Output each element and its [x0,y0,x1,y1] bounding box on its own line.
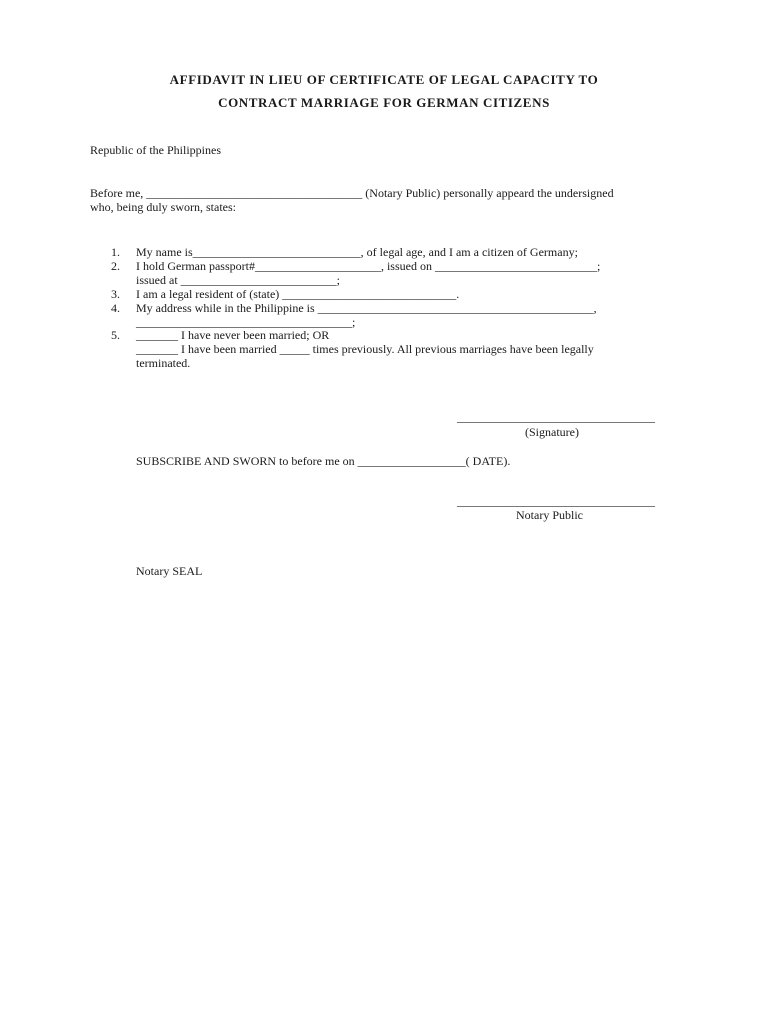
item-number: 3. [111,287,120,301]
notary-line: _________________________________ [457,494,655,508]
signature-line: _________________________________ [457,410,655,424]
venue: Republic of the Philippines [90,143,221,157]
document-title-line-2: CONTRACT MARRIAGE FOR GERMAN CITIZENS [218,95,550,110]
document-title-line-1: AFFIDAVIT IN LIEU OF CERTIFICATE OF LEGAL CAPACITY TO [169,72,599,87]
item-text: I am a legal resident of (state) _____________________________. [136,287,460,301]
item-text: _______ I have been married _____ times previously. All previous marriages have been legally [136,342,594,356]
intro-line-1: Before me, ____________________________________ (Notary Public) personally appeard the undersigned [90,186,614,200]
item-number: 2. [111,259,120,273]
item-text: My name is____________________________, of legal age, and I am a citizen of Germany; [136,245,578,259]
item-number: 5. [111,328,120,342]
intro-line-2: who, being duly sworn, states: [90,200,236,214]
notary-seal-label: Notary SEAL [136,564,203,578]
item-text: I hold German passport#_____________________, issued on ___________________________; [136,259,601,273]
item-number: 4. [111,301,120,315]
subscribe-statement: SUBSCRIBE AND SWORN to before me on __________________( DATE). [136,454,511,468]
item-text: issued at __________________________; [136,273,340,287]
signature-label: (Signature) [525,425,579,439]
notary-label: Notary Public [516,508,583,522]
item-text: My address while in the Philippine is ______________________________________________, [136,301,597,315]
item-text: _______ I have never been married; OR [136,328,330,342]
item-text: ____________________________________; [136,315,356,329]
item-text: terminated. [136,356,191,370]
item-number: 1. [111,245,120,259]
